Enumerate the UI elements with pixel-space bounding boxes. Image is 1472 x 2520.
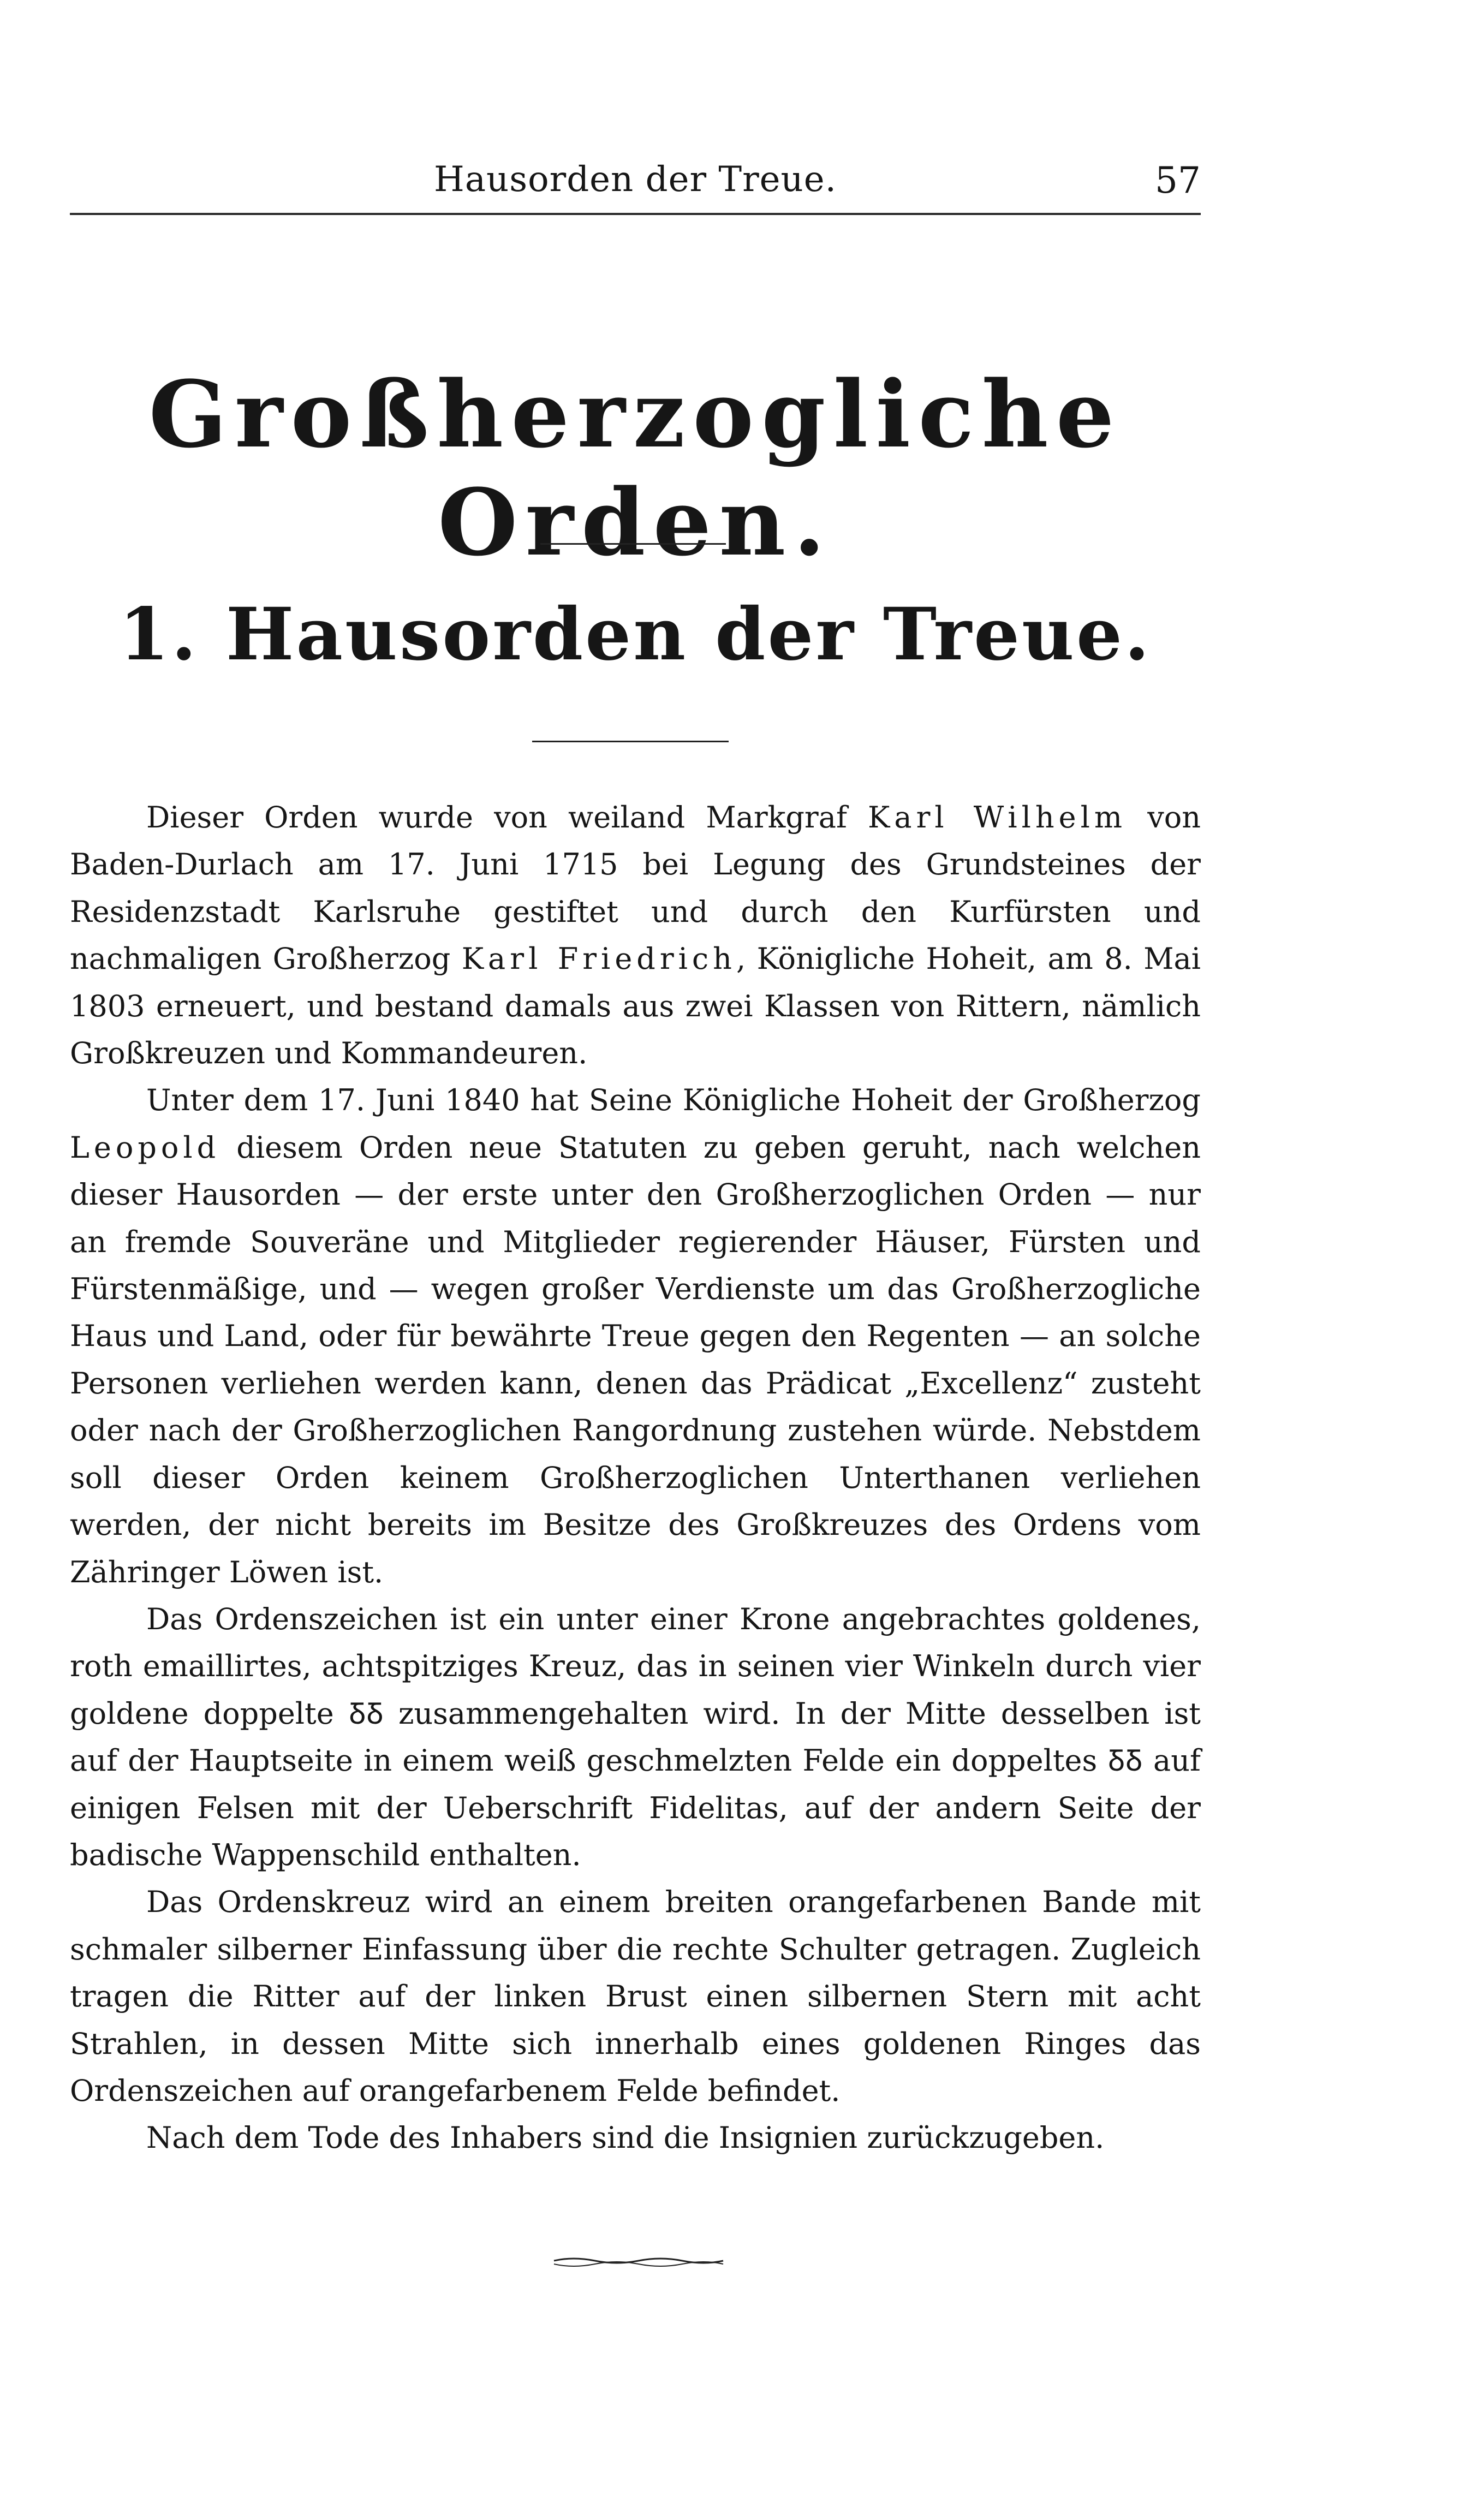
paragraph-1 (70, 794, 1201, 1077)
paragraph-3: Das Ordenszeichen ist ein unter einer Krone angebrachtes goldenes, roth emaillirtes, achtspitziges Kreuz, das in seinen vier Winkeln durch vier goldene doppelte ꝽꝽ zusammengehalten wird. In der Mitte desselben ist auf der Hauptseite in einem weiß geschmelzten Felde ein doppeltes ꝽꝽ auf einigen Felsen mit der Ueberschrift Fidelitas, auf der andern Seite der badische Wappenschild enthalten. (70, 1601, 1201, 1872)
person-name-karl-friedrich: Karl Friedrich (461, 942, 736, 976)
paragraph-1-text-e: , Königliche Hoheit, am 8. Mai 1803 erneuert, und bestand damals aus zwei Klassen von Rittern, nämlich Großkreuzen und Kommandeuren. (70, 942, 1201, 1071)
title-divider (540, 543, 726, 545)
section-title: 1. Hausorden der Treue. (119, 592, 1152, 677)
paragraph-2-text-c: diesem Orden neue Statuten zu geben geruht, nach welchen dieser Hausorden — der erste unter den Großherzoglichen Orden — nur an fremde Souveräne und Mitglieder regierender Häuser, Fürsten und Fürstenmäßige, und — wegen großer Verdienste um das Großherzogliche Haus und Land, oder für bewährte Treue gegen den Regenten — an solche Personen verliehen werden kann, denen das Prädicat „Excellenz“ zusteht oder nach der Großherzoglichen Rangordnung zustehen würde. Nebstdem soll dieser Orden keinem Großherzoglichen Unterthanen verliehen werden, der nicht bereits im Besitze des Großkreuzes des Ordens vom Zähringer Löwen ist. (70, 1130, 1201, 1589)
paragraph-2 (70, 1077, 1201, 1595)
paragraph-2-text-a: Unter dem 17. Juni 1840 hat Seine Königliche Hoheit der Großherzog (146, 1083, 1201, 1118)
person-name-leopold: Leopold (70, 1130, 220, 1165)
paragraph-5: Nach dem Tode des Inhabers sind die Insignien zurückzugeben. (146, 2120, 1105, 2155)
person-name-karl-wilhelm: Karl Wilhelm (868, 800, 1127, 835)
page-number: 57 (1155, 159, 1201, 201)
running-header (70, 153, 1201, 215)
paragraph-1-text-a: Dieser Orden wurde von weiland Markgraf (146, 800, 868, 835)
main-title: Großherzogliche Orden. (148, 360, 1122, 576)
paragraph-4: Das Ordenskreuz wird an einem breiten orangefarbenen Bande mit schmaler silberner Einfassung über die rechte Schulter getragen. Zugleich tragen die Ritter auf der linken Brust einen silbernen Stern mit acht Strahlen, in dessen Mitte sich innerhalb eines goldenen Ringes das Ordenszeichen auf orangefarbenem Felde befindet. (70, 1885, 1201, 2108)
body-text (70, 794, 1201, 2162)
footer-ornament (551, 2254, 726, 2271)
section-divider (532, 741, 729, 742)
paragraph-1-text-c: von Baden-Durlach am 17. Juni 1715 bei Legung des Grundsteines der Residenzstadt Karlsruhe gestiftet und durch den Kurfürsten und nachmaligen Großherzog (70, 800, 1201, 976)
running-title: Hausorden der Treue. (434, 159, 837, 200)
